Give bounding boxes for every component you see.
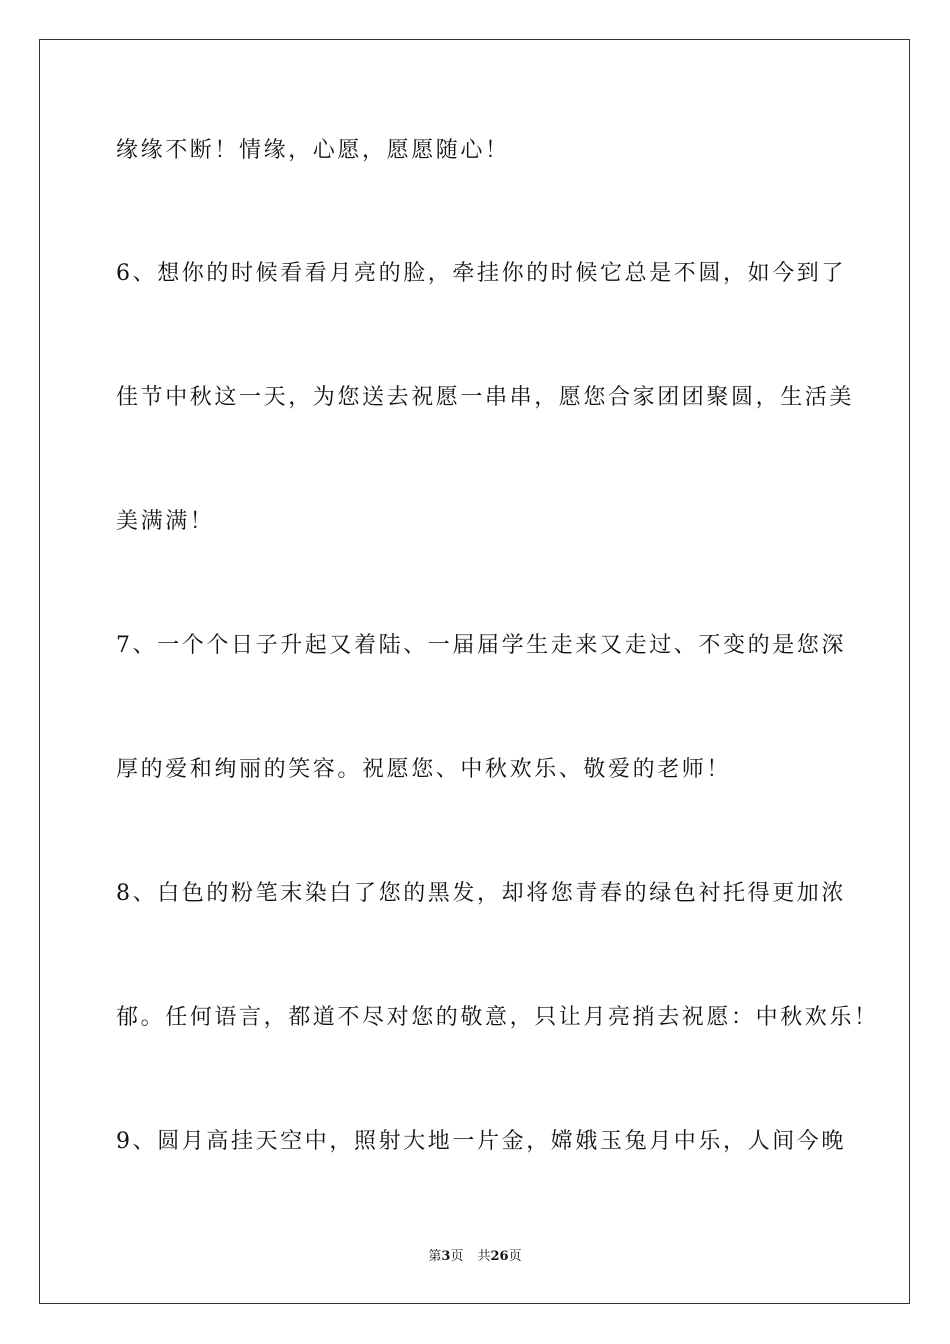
total-suffix: 页 <box>508 1249 522 1264</box>
page-prefix: 第 <box>428 1249 442 1264</box>
text-line-1: 缘缘不断！情缘，心愿，愿愿随心！ <box>116 138 510 163</box>
total-pages: 26 <box>490 1249 509 1264</box>
page-footer <box>0 1248 950 1266</box>
page-suffix: 页 <box>450 1249 464 1264</box>
total-prefix: 共 <box>477 1249 491 1264</box>
text-line-9: 9、圆月高挂天空中，照射大地一片金，嫦娥玉兔月中乐，人间今晚 <box>116 1129 846 1154</box>
page-number: 3 <box>441 1249 451 1264</box>
text-line-4: 美满满！ <box>116 509 215 534</box>
text-line-8: 郁。任何语言，都道不尽对您的敬意，只让月亮捎去祝愿：中秋欢乐！ <box>116 1005 879 1030</box>
text-line-3: 佳节中秋这一天，为您送去祝愿一串串，愿您合家团团聚圆，生活美 <box>116 385 855 410</box>
text-line-5: 7、一个个日子升起又着陆、一届届学生走来又走过、不变的是您深 <box>116 633 846 658</box>
page-frame <box>39 39 910 1304</box>
text-line-2: 6、想你的时候看看月亮的脸，牵挂你的时候它总是不圆，如今到了 <box>116 261 846 286</box>
text-line-6: 厚的爱和绚丽的笑容。祝愿您、中秋欢乐、敬爱的老师！ <box>116 757 732 782</box>
text-line-7: 8、白色的粉笔末染白了您的黑发，却将您青春的绿色衬托得更加浓 <box>116 881 846 906</box>
